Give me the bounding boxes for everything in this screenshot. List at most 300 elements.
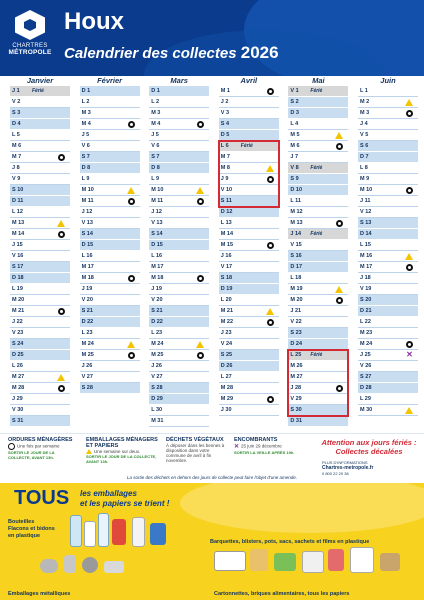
day-label: M 23: [360, 330, 373, 336]
packaging-icon: [196, 341, 204, 348]
day-label: S 9: [290, 176, 299, 182]
day-label: V 8: [290, 165, 299, 171]
day-label: D 5: [220, 132, 230, 138]
day-label: S 3: [12, 110, 21, 116]
hexagon-logo-icon: [15, 10, 45, 40]
day-row: [10, 361, 70, 372]
page-subtitle: [64, 44, 279, 63]
day-label: L 16: [151, 253, 163, 259]
household-waste-icon: [58, 154, 65, 161]
day-label: D 1: [151, 88, 160, 94]
day-row: [358, 119, 418, 130]
day-label: D 19: [220, 286, 233, 292]
day-row: [149, 185, 209, 196]
day-label: V 6: [151, 143, 160, 149]
day-label: J 1: [12, 88, 20, 94]
day-row: [149, 372, 209, 383]
household-waste-icon: [267, 319, 274, 326]
day-label: M 1: [220, 88, 230, 94]
day-row: [358, 196, 418, 207]
day-row: [149, 339, 209, 350]
day-label: S 10: [12, 187, 24, 193]
chartres-metropole-logo: [8, 10, 52, 68]
day-label: S 2: [290, 99, 299, 105]
day-label: D 24: [290, 341, 303, 347]
day-row: [149, 328, 209, 339]
day-row: [10, 218, 70, 229]
legend-vegetaux-title: DÉCHETS VÉGÉTAUX: [166, 437, 224, 443]
day-row: [358, 295, 418, 306]
day-row: [80, 130, 140, 141]
day-row: [358, 152, 418, 163]
day-label: S 27: [360, 374, 372, 380]
day-label: L 30: [151, 407, 163, 413]
day-row: [149, 350, 209, 361]
day-row: [149, 229, 209, 240]
day-row: [288, 163, 348, 174]
day-label: S 28: [81, 385, 93, 391]
day-row: [149, 86, 209, 97]
day-row: [80, 196, 140, 207]
day-label: L 26: [12, 363, 23, 369]
day-label: M 10: [360, 187, 373, 193]
month-column: [10, 76, 70, 427]
day-label: V 5: [360, 132, 369, 138]
day-label: M 19: [290, 286, 303, 292]
day-label: L 25: [290, 352, 302, 358]
day-label: J 14: [290, 231, 302, 237]
day-row: [149, 295, 209, 306]
barquette-icon: [214, 551, 246, 571]
day-label: L 8: [360, 165, 368, 171]
packaging-icon: [57, 374, 65, 381]
day-label: J 5: [81, 132, 90, 138]
household-waste-icon: [197, 121, 204, 128]
day-label: V 12: [360, 209, 372, 215]
day-label: M 14: [220, 231, 234, 237]
day-row: [10, 119, 70, 130]
day-row: [358, 383, 418, 394]
subtitle-text: Calendrier des collectes: [64, 45, 237, 62]
day-row: [288, 328, 348, 339]
day-label: L 4: [290, 121, 299, 127]
category-metal: Emballages métalliques: [8, 591, 71, 597]
day-label: S 25: [220, 352, 233, 358]
legend-ordures-title: ORDURES MÉNAGÈRES: [8, 437, 73, 443]
day-row: [80, 240, 140, 251]
tous-sub-line2: et les papiers se trient !: [80, 499, 170, 508]
household-waste-icon: [267, 396, 274, 403]
day-row: [358, 141, 418, 152]
day-label: J 8: [12, 165, 20, 171]
fine-notice: La sortie des déchets en dehors des jours de collecte peut faire l'objet d'une amende.: [126, 475, 298, 480]
day-label: D 31: [290, 418, 303, 424]
day-label: M 3: [151, 110, 161, 116]
day-label: M 4: [151, 121, 161, 127]
day-label: M 6: [12, 143, 22, 149]
cross-icon: ✕: [234, 444, 240, 450]
day-label: S 17: [12, 264, 24, 270]
day-label: L 16: [81, 253, 93, 259]
day-row: [149, 273, 209, 284]
day-row: [10, 152, 70, 163]
day-label: D 14: [360, 231, 372, 237]
day-row: [149, 163, 209, 174]
day-label: M 7: [12, 154, 22, 160]
tous-sub-line1: les emballages: [80, 489, 137, 498]
packaging-icon: [405, 253, 413, 260]
day-row: [219, 350, 279, 361]
day-row: [10, 141, 70, 152]
day-row: [10, 229, 70, 240]
category-barquettes: Barquettes, blisters, pots, sacs, sachets et films en plastique: [210, 539, 370, 545]
flask-icon: [132, 517, 145, 547]
day-row: [358, 262, 418, 273]
holiday-label: Férié: [310, 352, 323, 358]
day-row: [149, 262, 209, 273]
day-row: [10, 86, 70, 97]
packaging-icon: [335, 286, 343, 293]
day-row: [219, 328, 279, 339]
holiday-warning: Attention aux jours fériés : Collectes décalées: [321, 438, 417, 456]
day-label: J 15: [12, 242, 23, 248]
contact-site-link[interactable]: Chartres-metropole.fr: [322, 465, 374, 471]
aerosol-icon: [82, 557, 98, 573]
day-label: M 17: [81, 264, 94, 270]
day-label: V 15: [290, 242, 302, 248]
day-row: [80, 284, 140, 295]
day-row: [219, 218, 279, 229]
day-row: [288, 185, 348, 196]
household-waste-icon: [128, 352, 135, 359]
day-row: [288, 130, 348, 141]
day-label: M 9: [360, 176, 370, 182]
collection-calendar: [10, 76, 418, 432]
day-label: V 13: [151, 220, 163, 226]
sachet-icon: [328, 549, 344, 571]
category-bottles: Bouteilles Flacons et bidons en plastique: [8, 519, 55, 539]
day-row: [358, 273, 418, 284]
day-label: M 22: [220, 319, 234, 325]
day-row: [288, 306, 348, 317]
day-label: M 6: [290, 143, 300, 149]
household-waste-icon: [267, 242, 274, 249]
day-row: [219, 405, 279, 416]
day-row: [80, 108, 140, 119]
legend-encombrants-text: 25 juin 29 décembre: [241, 443, 282, 449]
day-row: [149, 141, 209, 152]
year-label: 2026: [240, 43, 279, 62]
month-name: Juin: [380, 76, 396, 85]
day-row: [288, 251, 348, 262]
day-row: [149, 108, 209, 119]
day-label: M 31: [151, 418, 164, 424]
day-row: [219, 295, 279, 306]
holiday-label: Férié: [310, 165, 323, 171]
month-column: [358, 76, 418, 416]
day-label: J 19: [151, 286, 162, 292]
day-label: V 27: [81, 374, 93, 380]
day-row: [149, 284, 209, 295]
bulky-waste-icon: ✕: [406, 350, 413, 359]
day-label: L 2: [81, 99, 90, 105]
day-label: M 21: [220, 308, 234, 314]
day-row: [149, 240, 209, 251]
day-label: M 7: [220, 154, 230, 160]
day-row: [10, 251, 70, 262]
month-name: Janvier: [26, 76, 54, 85]
flask-icon: [84, 521, 96, 547]
day-row: [10, 108, 70, 119]
day-row: [10, 273, 70, 284]
day-row: [358, 284, 418, 295]
day-label: V 6: [81, 143, 90, 149]
packaging-icon: [405, 99, 413, 106]
day-label: D 25: [12, 352, 24, 358]
household-waste-icon: [336, 220, 343, 227]
day-row: [10, 185, 70, 196]
day-row: [80, 328, 140, 339]
day-label: M 8: [220, 165, 230, 171]
day-row: [288, 273, 348, 284]
day-label: L 11: [290, 198, 301, 204]
day-label: J 12: [151, 209, 162, 215]
day-row: [80, 207, 140, 218]
day-label: L 23: [81, 330, 93, 336]
day-label: V 20: [81, 297, 93, 303]
legend-emballages: [86, 437, 158, 464]
day-label: L 6: [220, 143, 229, 149]
day-row: [288, 416, 348, 427]
day-label: D 21: [360, 308, 372, 314]
legend-ordures-text: Une fois par semaine: [17, 443, 60, 449]
day-label: L 19: [12, 286, 23, 292]
day-label: J 2: [220, 99, 229, 105]
can-icon: [40, 559, 58, 573]
day-label: L 18: [290, 275, 302, 281]
day-row: [358, 185, 418, 196]
day-label: M 24: [81, 341, 94, 347]
packaging-icon: [196, 187, 204, 194]
day-row: [219, 97, 279, 108]
day-row: [358, 130, 418, 141]
day-row: [219, 284, 279, 295]
day-label: J 23: [220, 330, 232, 336]
day-label: M 10: [151, 187, 164, 193]
tray-icon: [104, 561, 124, 573]
day-row: [10, 240, 70, 251]
day-row: [80, 306, 140, 317]
contact-phone: 0 800 22 20 36: [322, 471, 349, 476]
day-label: J 26: [151, 363, 162, 369]
month-name: Mai: [312, 76, 325, 85]
day-row: [10, 317, 70, 328]
day-label: J 21: [290, 308, 302, 314]
day-row: [288, 119, 348, 130]
day-label: M 13: [12, 220, 25, 226]
day-row: [80, 251, 140, 262]
jerrycan-icon: [112, 519, 126, 545]
bag-icon: [274, 553, 296, 571]
day-row: [358, 405, 418, 416]
household-waste-icon: [406, 341, 413, 348]
day-label: J 30: [220, 407, 232, 413]
tous-heading: TOUS: [14, 487, 70, 509]
day-label: V 1: [290, 88, 299, 94]
day-row: [10, 196, 70, 207]
day-row: [288, 196, 348, 207]
month-column: [80, 76, 140, 394]
day-row: [80, 152, 140, 163]
day-row: [219, 207, 279, 218]
household-waste-icon: [197, 275, 204, 282]
day-label: D 28: [360, 385, 372, 391]
shifted-collection-highlight: [218, 140, 280, 208]
household-waste-icon: [197, 198, 204, 205]
logo-line2: MÉTROPOLE: [8, 49, 52, 56]
packaging-icon: [127, 341, 135, 348]
day-row: [219, 108, 279, 119]
day-label: M 18: [151, 275, 164, 281]
household-waste-icon: [406, 187, 413, 194]
day-label: M 5: [290, 132, 300, 138]
day-row: [219, 339, 279, 350]
day-label: M 17: [151, 264, 164, 270]
day-row: [149, 130, 209, 141]
day-row: [149, 218, 209, 229]
day-row: [10, 394, 70, 405]
packaging-icon: [57, 220, 65, 227]
sorting-banner: [0, 483, 424, 600]
household-waste-icon: [128, 198, 135, 205]
day-label: M 21: [12, 308, 25, 314]
day-row: [288, 86, 348, 97]
month-column: [219, 76, 279, 416]
day-label: V 27: [151, 374, 163, 380]
day-row: [358, 328, 418, 339]
day-row: [358, 372, 418, 383]
day-label: D 22: [81, 319, 94, 325]
day-row: [10, 405, 70, 416]
day-label: S 18: [220, 275, 233, 281]
holiday-label: Férié: [310, 88, 323, 94]
legend-vegetaux-text: À déposer dans les bennes à disposition dans votre commune de avril à fin novembre.: [166, 443, 225, 463]
day-row: [288, 317, 348, 328]
day-row: [358, 97, 418, 108]
day-row: [10, 416, 70, 427]
day-row: [10, 262, 70, 273]
day-label: M 20: [290, 297, 303, 303]
day-label: D 11: [12, 198, 24, 204]
day-row: [10, 339, 70, 350]
day-label: M 14: [12, 231, 25, 237]
day-row: [149, 383, 209, 394]
day-label: M 28: [220, 385, 234, 391]
day-row: [80, 262, 140, 273]
day-label: M 13: [290, 220, 303, 226]
day-label: S 14: [81, 231, 93, 237]
day-row: [219, 383, 279, 394]
day-row: [358, 108, 418, 119]
month-name: Avril: [240, 76, 258, 85]
day-label: L 27: [220, 374, 232, 380]
day-row: [288, 141, 348, 152]
day-label: L 15: [360, 242, 371, 248]
day-label: L 1: [360, 88, 368, 94]
day-label: J 16: [220, 253, 232, 259]
day-label: V 13: [81, 220, 93, 226]
day-label: D 26: [220, 363, 233, 369]
day-label: D 17: [290, 264, 303, 270]
day-row: [288, 262, 348, 273]
bottle-icon: [70, 515, 82, 547]
day-row: [288, 284, 348, 295]
day-label: M 11: [151, 198, 164, 204]
day-row: [288, 218, 348, 229]
day-label: M 16: [360, 253, 373, 259]
day-label: M 10: [81, 187, 94, 193]
day-row: [358, 86, 418, 97]
day-row: [219, 273, 279, 284]
day-label: M 27: [290, 374, 303, 380]
day-label: V 24: [220, 341, 233, 347]
day-row: [288, 207, 348, 218]
day-label: V 2: [12, 99, 21, 105]
day-row: [149, 394, 209, 405]
shifted-collection-highlight: [287, 349, 349, 417]
day-label: J 26: [81, 363, 93, 369]
packaging-icon: [405, 407, 413, 414]
day-label: M 28: [12, 385, 25, 391]
day-label: L 9: [81, 176, 90, 182]
day-label: J 22: [12, 319, 23, 325]
day-label: S 31: [12, 418, 24, 424]
day-label: V 26: [360, 363, 372, 369]
day-label: L 13: [220, 220, 232, 226]
day-label: D 29: [151, 396, 163, 402]
day-label: D 10: [290, 187, 303, 193]
day-label: M 27: [12, 374, 25, 380]
day-label: D 3: [290, 110, 299, 116]
household-waste-icon: [336, 297, 343, 304]
day-row: [358, 350, 418, 361]
day-row: [219, 394, 279, 405]
day-label: M 17: [360, 264, 373, 270]
day-label: J 7: [290, 154, 299, 160]
day-label: J 12: [81, 209, 93, 215]
day-label: V 20: [151, 297, 163, 303]
day-row: [80, 383, 140, 394]
day-row: [149, 405, 209, 416]
day-label: M 2: [360, 99, 370, 105]
household-waste-icon: [128, 275, 135, 282]
day-label: V 10: [220, 187, 233, 193]
day-row: [288, 240, 348, 251]
day-row: [80, 141, 140, 152]
legend-emballages-text: Une semaine sur deux.: [94, 449, 141, 454]
day-label: D 12: [220, 209, 233, 215]
bin-circle-icon: [8, 443, 15, 450]
day-label: L 12: [12, 209, 23, 215]
day-row: [149, 97, 209, 108]
holiday-label: Férié: [32, 88, 44, 94]
day-row: [149, 174, 209, 185]
day-label: S 24: [12, 341, 24, 347]
day-label: J 11: [360, 198, 371, 204]
tous-subheading: [80, 489, 169, 509]
day-row: [288, 229, 348, 240]
household-waste-icon: [58, 231, 65, 238]
